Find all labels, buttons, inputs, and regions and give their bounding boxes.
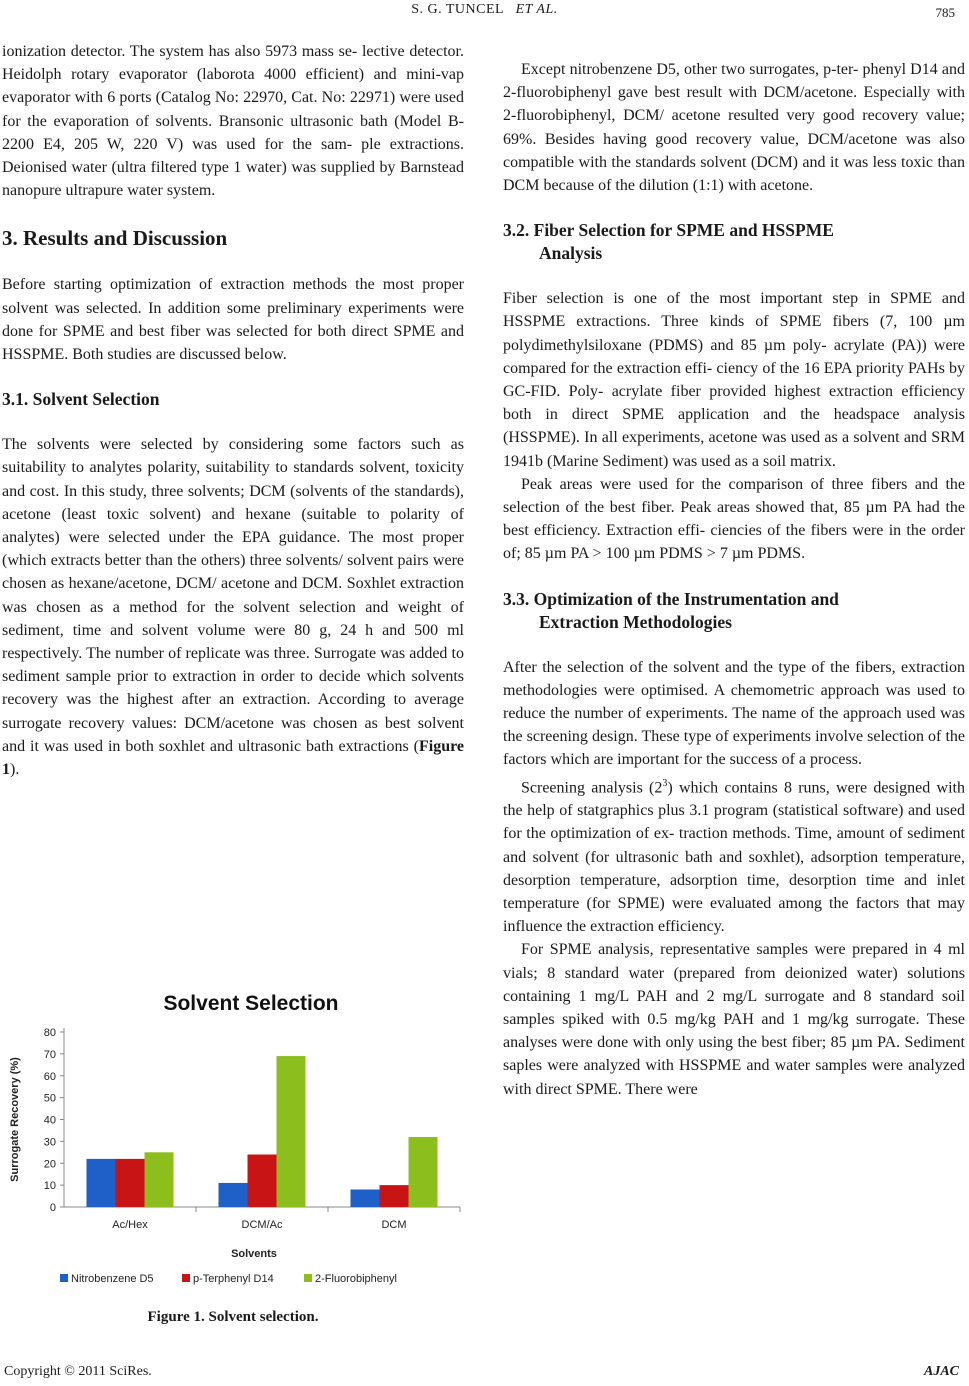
- y-tick-label: 20: [43, 1158, 56, 1171]
- y-tick-label: 50: [43, 1092, 56, 1105]
- y-axis-label: Surrogate Recovery (%): [9, 1057, 21, 1182]
- x-tick-label: DCM: [381, 1219, 407, 1231]
- paragraph-chemometric: After the selection of the solvent and the type of the fibers, extraction methodologies were optimised. A chemometric approach was used to reduce the number of experiments. The name of the approach used was the screening design. These type of experiments involve selection of the factors which are important for the success of a process.: [503, 658, 965, 769]
- section-heading-results: 3. Results and Discussion: [2, 226, 228, 251]
- bar-2-fluorobiphenyl-dcm-ac: [277, 1056, 306, 1207]
- header-author: S. G. TUNCEL: [411, 2, 504, 17]
- chart-title: Solvent Selection: [163, 992, 339, 1015]
- solvent-selection-chart: [2, 980, 464, 1300]
- paragraph-solvent-selection: The solvents were selected by considering some factors such as suitability to analytes polarity, suitability to standards solvent, toxicity and cost. In this study, three solvents; DCM (solvents of the standards), acetone (least toxic solvent) and hexane (suitable to polarity of analytes) were selected under the EPA guidance. The most proper (which extracts better than the others) three solvents/ solvent pairs were chosen as hexane/acetone, DCM/ acetone and DCM. Soxhlet extraction was chosen as a method for the solvent selection and weight of sediment, time and solvent volume were 80 g, 24 h and 500 ml respectively. The number of replicate was three. Surrogate was added to sediment sample prior to extraction in order to decide which solvents recovery was the highest after an extraction. According to average surrogate recovery values: DCM/acetone was chosen as best solvent and it was used in both soxhlet and ultrasonic bath extractions (Figure 1).: [2, 436, 464, 779]
- paragraph-peak-areas: Peak areas were used for the comparison of three fibers and the selection of the best fiber. Peak areas showed that, 85 µm PA had the best efficiency. Extraction effi- ciencies of the fibers were in the order of; 85 µm PA > 100 µm PDMS > 7 µm PDMS.: [503, 475, 965, 563]
- bar-2-fluorobiphenyl-dcm: [409, 1137, 438, 1207]
- paragraph-surrogates: Except nitrobenzene D5, other two surrogates, p-ter- phenyl D14 and 2-fluorobiphenyl gave best result with DCM/acetone. Especially with 2-fluorobiphenyl, DCM/ acetone resulted very good recovery value; 69%. Besides having good recovery value, DCM/acetone was also compatible with the standards solvent (DCM) and it was less toxic than DCM because of the dilution (1:1) with acetone.: [503, 61, 965, 195]
- legend-label: p-Terphenyl D14: [193, 1273, 274, 1285]
- y-tick-label: 60: [43, 1070, 56, 1083]
- figure-caption: Figure 1. Solvent selection.: [147, 1309, 319, 1325]
- paragraph-fiber-selection: Fiber selection is one of the most important step in SPME and HSSPME extractions. Three kinds of SPME fibers (7, 100 µm polydimethylsiloxane (PDMS) and 85 µm poly- acrylate (PA)) were compared for the extraction effi- ciency of the 16 EPA priority PAHs by GC-FID. Poly- acrylate fiber provided highest extraction efficiency both in direct SPME application and the headspace analysis (HSSPME). In all experiments, acetone was used as a solvent and SRM 1941b (Marine Sediment) was used as a soil matrix.: [503, 290, 965, 470]
- bar-chart-svg: [2, 980, 464, 1300]
- bar-p-terphenyl-d14-dcm-ac: [248, 1155, 277, 1208]
- bar-nitrobenzene-d5-ac-hex: [87, 1159, 116, 1207]
- footer-journal: AJAC: [923, 1364, 959, 1379]
- legend-swatch: [304, 1274, 312, 1282]
- subsection-heading-fiber: 3.2. Fiber Selection for SPME and HSSPME Analysis: [503, 220, 834, 264]
- subsection-heading-optimization: 3.3. Optimization of the Instrumentation and Extraction Methodologies: [503, 588, 839, 632]
- legend-label: Nitrobenzene D5: [71, 1273, 154, 1285]
- x-tick-label: Ac/Hex: [112, 1219, 148, 1231]
- x-axis-label: Solvents: [231, 1248, 277, 1260]
- subsection-heading-solvent: 3.1. Solvent Selection: [2, 389, 160, 410]
- y-tick-label: 10: [43, 1180, 56, 1193]
- bar-nitrobenzene-d5-dcm-ac: [219, 1183, 248, 1207]
- paragraph-results-intro: Before starting optimization of extraction methods the most proper solvent was selected. In addition some preliminary experiments were done for SPME and best fiber was selected for both direct SPME and HSSPME. Both studies are discussed below.: [2, 276, 464, 364]
- footer-copyright: Copyright © 2011 SciRes.: [4, 1364, 152, 1379]
- y-tick-label: 70: [43, 1048, 56, 1061]
- bar-2-fluorobiphenyl-ac-hex: [145, 1152, 174, 1207]
- y-tick-label: 80: [43, 1027, 56, 1039]
- legend-label: 2-Fluorobiphenyl: [315, 1273, 397, 1285]
- x-tick-label: DCM/Ac: [241, 1219, 283, 1231]
- legend-swatch: [182, 1274, 190, 1282]
- running-header: [0, 2, 969, 18]
- right-column: [503, 58, 965, 1101]
- legend-swatch: [60, 1274, 68, 1282]
- y-tick-label: 40: [43, 1114, 56, 1127]
- figure-1-reference[interactable]: Figure 1: [2, 737, 464, 779]
- paragraph-spme-analysis: For SPME analysis, representative samples were prepared in 4 ml vials; 8 standard water (prepared from deionized water) solutions containing 1 mg/L PAH and 2 mg/L surrogate and 8 standard soil samples spiked with 0.5 mg/kg PAH and 1 mg/kg surrogate. These analyses were done with only using the best fiber; 85 µm PA. Sediment saples were analyzed with HSSPME and water samples were analyzed with direct SPME. There were: [503, 941, 965, 1098]
- paragraph-screening: Screening analysis $(2^3)$ which contains 8 runs, were designed with the help of statgraphics plus 3.1 program (statistical software) and used for the optimization of ex- traction methods. Time, amount of sediment and solvent (for ultrasonic bath and soxhlet), adsorption temperature, desorption temperature, adsorption time, desorption time and inlet temperature (for SPME) were evaluated among the factors that may influence the extraction efficiency.: [503, 777, 965, 936]
- bar-nitrobenzene-d5-dcm: [351, 1190, 380, 1208]
- y-tick-label: 30: [43, 1136, 56, 1149]
- bar-p-terphenyl-d14-ac-hex: [116, 1159, 145, 1207]
- paragraph-detectors: ionization detector. The system has also 5973 mass se- lective detector. Heidolph rotary evaporator (laborota 4000 efficient) and mini-vap evaporator with 6 ports (Catalog No: 22970, Cat. No: 22971) were used for the evaporation of solvents. Bransonic ultrasonic bath (Model B-2200 E4, 205 W, 220 V) was used for the sam- ple extractions. Deionised water (ultra filtered type 1 water) was supplied by Barnstead nanopure ultrapure water system.: [2, 43, 464, 200]
- bar-p-terphenyl-d14-dcm: [380, 1185, 409, 1207]
- y-tick-label: 0: [49, 1202, 56, 1214]
- page-number: 785: [935, 5, 955, 20]
- left-column: [2, 40, 464, 781]
- header-etal: ET AL.: [515, 2, 558, 17]
